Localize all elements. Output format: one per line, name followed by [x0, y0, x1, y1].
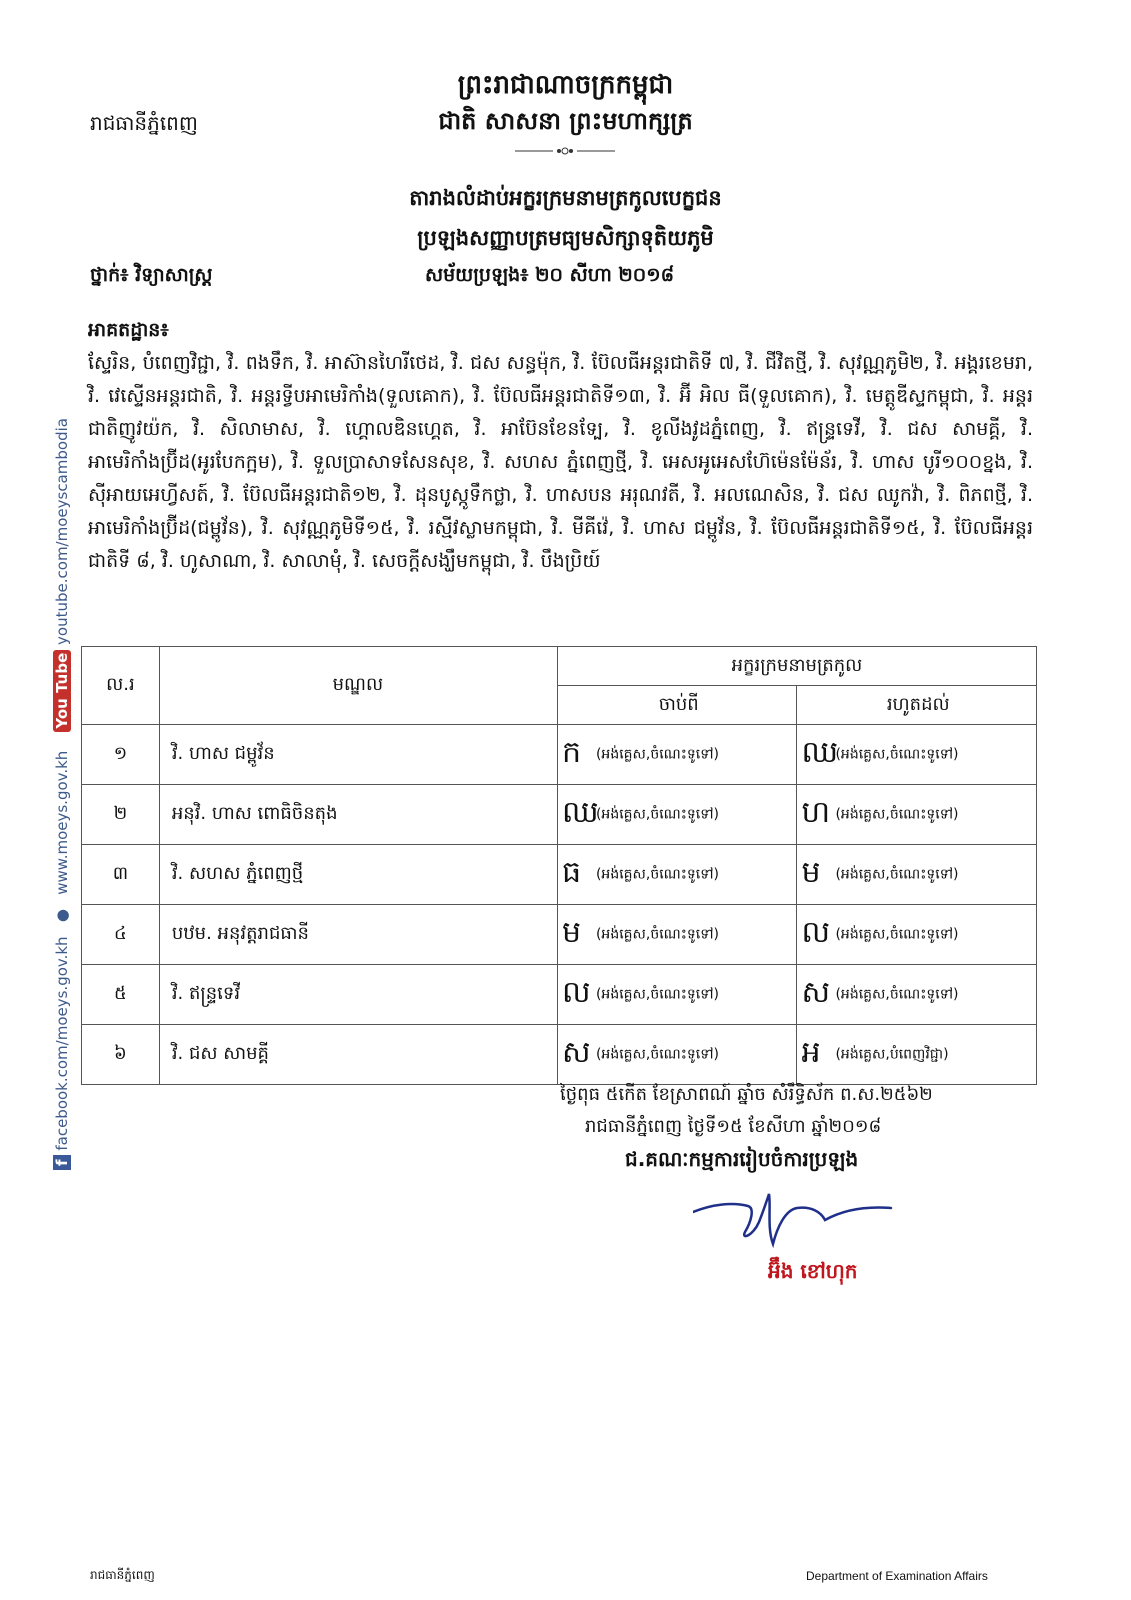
to-letter: អ: [801, 1034, 821, 1070]
from-letter: ម: [561, 914, 582, 950]
header-from: ចាប់ពី: [557, 686, 797, 725]
document-subtitle: ប្រឡងសញ្ញាបត្រមធ្យមសិក្សាទុតិយភូមិ: [417, 226, 714, 250]
issuing-city: រាជធានីភ្នំពេញ: [90, 111, 198, 135]
lunar-date: ថ្ងៃពុធ ៥កើត ខែស្រាពណ៍ ឆ្នាំច សំរឹទ្ធិស័ក ព.ស.២៥៦២: [560, 1084, 933, 1105]
row-from: [557, 785, 797, 845]
row-to: [797, 785, 1037, 845]
row-center: វិ. ជស សាមគ្គី: [159, 1025, 557, 1085]
row-from: [557, 845, 797, 905]
row-number: ១: [82, 725, 160, 785]
table-row: [82, 725, 1037, 785]
row-number: ២: [82, 785, 160, 845]
row-from: [557, 1025, 797, 1085]
to-letter: ស: [801, 974, 831, 1010]
to-note: (អង់គ្លេស,ចំណេះទូទៅ): [835, 806, 959, 822]
from-note: (អង់គ្លេស,ចំណេះទូទៅ): [595, 806, 720, 822]
footer-city: រាជធានីភ្នំពេញ: [90, 1568, 155, 1582]
row-from: [557, 725, 797, 785]
nation-motto: ជាតិ សាសនា ព្រះមហាក្សត្រ: [438, 107, 693, 135]
row-to: [797, 725, 1037, 785]
header-no: ល.រ: [82, 647, 160, 725]
side-contact-strip: [38, 418, 71, 1180]
venues-heading: អាគតដ្ឋាន៖: [88, 319, 169, 341]
to-letter: ម: [801, 854, 821, 890]
center-table: [81, 646, 1037, 1085]
signature-image: [693, 1192, 893, 1252]
from-letter: ក: [561, 734, 582, 770]
to-note: (អង់គ្លេស,ចំណេះទូទៅ): [835, 986, 959, 1002]
from-letter: ល: [561, 974, 591, 1010]
table-row: [82, 965, 1037, 1025]
row-number: ៣: [82, 845, 160, 905]
ornament-divider: [515, 146, 615, 156]
from-note: (អង់គ្លេស,ចំណេះទូទៅ): [595, 1046, 720, 1062]
from-note: (អង់គ្លេស,ចំណេះទូទៅ): [595, 926, 720, 942]
to-letter: ហ: [801, 794, 831, 830]
row-center: អនុវិ. ហាស ពោធិចិនតុង: [159, 785, 557, 845]
table-row: [82, 785, 1037, 845]
header-center: មណ្ឌល: [159, 647, 557, 725]
table-row: [82, 905, 1037, 965]
from-letter: ធ: [561, 854, 582, 890]
side-contact-text: f facebook.com/moeys.gov.kh ● www.moeys.gov.kh You Tube youtube.com/moeyscambodia: [53, 414, 71, 1174]
website-link[interactable]: www.moeys.gov.kh: [53, 750, 71, 895]
from-letter: ឈ: [561, 794, 599, 830]
youtube-link[interactable]: youtube.com/moeyscambodia: [53, 418, 71, 645]
committee-title: ជ.គណៈកម្មការរៀបចំការប្រឡង: [625, 1147, 859, 1171]
row-to: [797, 965, 1037, 1025]
row-number: ៤: [82, 905, 160, 965]
row-from: [557, 965, 797, 1025]
to-note: (អង់គ្លេស,បំពេញវិជ្ជា): [835, 1046, 949, 1062]
session-label: សម័យប្រឡង៖ ២០ សីហា ២០១៨: [425, 264, 675, 286]
to-letter: ល: [801, 914, 831, 950]
footer-department: Department of Examination Affairs: [806, 1569, 988, 1583]
facebook-link[interactable]: facebook.com/moeys.gov.kh: [53, 936, 71, 1151]
table-row: [82, 845, 1037, 905]
header-alphabet-range: អក្ខរក្រមនាមត្រកូល: [557, 647, 1036, 686]
row-number: ៥: [82, 965, 160, 1025]
from-note: (អង់គ្លេស,ចំណេះទូទៅ): [595, 986, 720, 1002]
youtube-icon: You Tube: [53, 650, 71, 732]
row-to: [797, 845, 1037, 905]
row-center: បឋម. អនុវត្តរាជធានី: [159, 905, 557, 965]
kingdom-title: ព្រះរាជាណាចក្រកម្ពុជា: [457, 70, 674, 100]
solar-date: រាជធានីភ្នំពេញ ថ្ងៃទី១៥ ខែសីហា ឆ្នាំ២០១៨: [585, 1116, 882, 1137]
venues-list: ស្ទែរិន, បំពេញវិជ្ជា, វិ. ពងទឹក, វិ. អាស៊ានហៃរីថេដ, វិ. ជស សន្ធម៉ុក, វិ. ប៊ែលធីអន្តរជាតិទី ៧, វិ. ជីវិតថ្មី, វិ. សុវណ្ណភូមិ២, វិ. អង្គរខេមរា, វិ. វេស្ទើនអន្តរជាតិ, វិ. អន្តរទ្វីបអាមេរិកាំង(ទួលគោក), វិ. ប៊ែលធីអន្តរជាតិទី១៣, វិ. អ៊ី អិល ធី(ទួលគោក), វិ. មេត្តូឌីស្ទកម្ពុជា, វិ. អន្តរជាតិញូវយ៉ក, វិ. សិលាមាស, វិ. ហ្គោលឌិនហ្គេត, វិ. អាប៊ែនខែនទ្បែ, វិ. ខូលីងវូដភ្នំពេញ, វិ. ឥន្ទ្រទេវី, វិ. ជស សាមគ្គី, វិ. អាមេរិកាំងប្រ៊ីដ(អូរបែកក្អម), វិ. ទួលប្រាសាទសែនសុខ, វិ. សហស ភ្នំពេញថ្មី, វិ. អេសអូអេសហ៊ែម៉េនម៉ែន័រ, វិ. ហាស បូរី១០០ខ្នង, វិ. ស៊ីអាយអេហ្វីសត៍, វិ. ប៊ែលធីអន្តរជាតិ១២, វិ. ដុនបូស្កូទឹកថ្លា, វិ. ហាសបន អរុណវតី, វិ. អលណេសិន, វិ. ជស ឈូកវ៉ា, វិ. ពិភពថ្មី, វិ. អាមេរិកាំងប្រ៊ីដ(ជម្ពូវ័ន), វិ. សុវណ្ណភូមិទី១៥, វិ. រស្មីវស្លាមកម្ពុជា, វិ. មីគីវ៉េ, វិ. ហាស ជម្ពូវ័ន, វិ. ប៊ែលធីអន្តរជាតិទី១៥, វិ. ប៊ែលធីអន្តរជាតិទី ៨, វិ. ហូសាណា, វិ. សាលាមុំ, វិ. សេចក្តីសង្ឃឹមកម្ពុជា, វិ. បឹងប្រិយ៍: [88, 352, 1033, 572]
to-letter: ឈ: [801, 734, 839, 770]
table-row: [82, 1025, 1037, 1085]
row-to: [797, 905, 1037, 965]
row-center: វិ. សហស ភ្នំពេញថ្មី: [159, 845, 557, 905]
row-to: [797, 1025, 1037, 1085]
row-center: វិ. ហាស ជម្ពូវ័ន: [159, 725, 557, 785]
signer-name: អ៊ឹង ខៅហុក: [768, 1259, 858, 1283]
from-note: (អង់គ្លេស,ចំណេះទូទៅ): [595, 746, 720, 762]
header-to: រហូតដល់: [797, 686, 1037, 725]
from-letter: ស: [561, 1034, 591, 1070]
to-note: (អង់គ្លេស,ចំណេះទូទៅ): [835, 866, 959, 882]
row-center: វិ. ឥន្ទ្រទេវី: [159, 965, 557, 1025]
row-number: ៦: [82, 1025, 160, 1085]
to-note: (អង់គ្លេស,ចំណេះទូទៅ): [835, 746, 959, 762]
from-note: (អង់គ្លេស,ចំណេះទូទៅ): [595, 866, 720, 882]
row-from: [557, 905, 797, 965]
facebook-icon: f: [53, 1155, 71, 1170]
grade-label: ថ្នាក់៖ វិទ្យាសាស្ត្រ: [90, 264, 213, 286]
to-note: (អង់គ្លេស,ចំណេះទូទៅ): [835, 926, 959, 942]
document-title: តារាងលំដាប់អក្ខរក្រមនាមត្រកូលបេក្ខជន: [409, 186, 722, 210]
